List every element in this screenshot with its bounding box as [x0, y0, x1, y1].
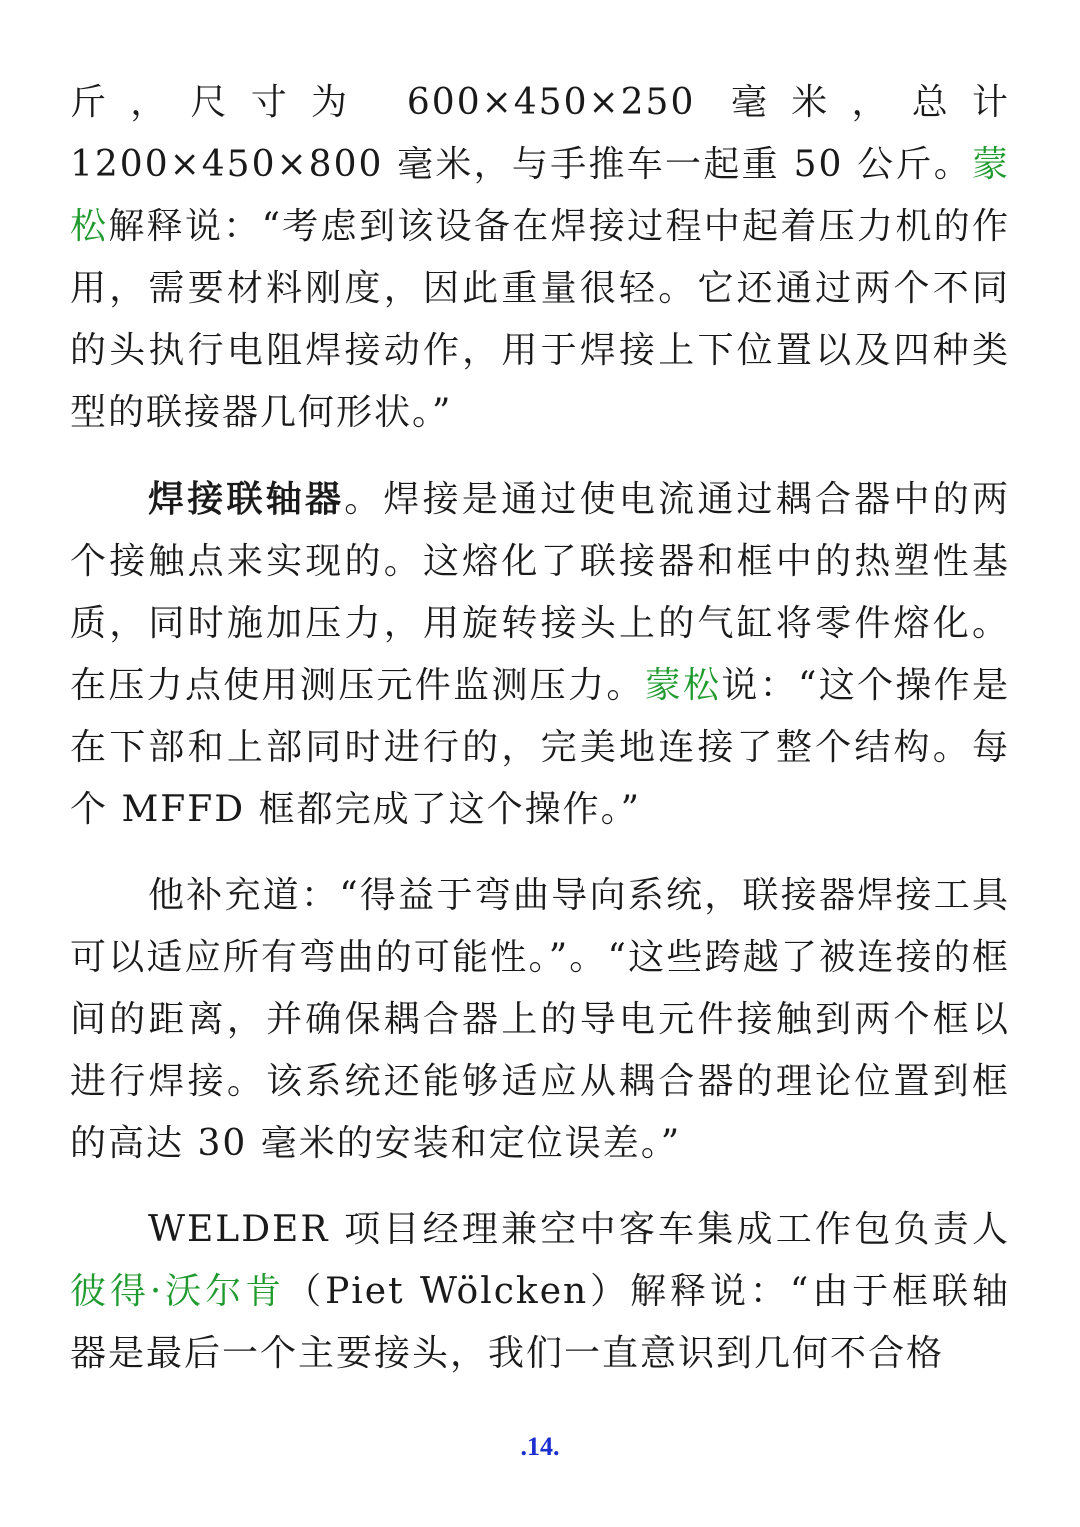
paragraph-2-text-a: 。焊接是通过使电流通过耦合器中的两个接触点来实现的。这熔化了联接器和框中的热塑性基质，同时施加压力，用旋转接头上的气缸将零件熔化。在压力点使用测压元件监测压力。: [70, 479, 1010, 706]
paragraph-4-text-a: WELDER 项目经理兼空中客车集成工作包负责人: [148, 1209, 1010, 1250]
person-name-piet-woelcken: 彼得·沃尔肯: [70, 1271, 286, 1312]
paragraph-2: [70, 468, 1010, 841]
article-body: [70, 72, 1010, 1385]
paragraph-2-text-b: 说：“这个操作是在下部和上部同时进行的，完美地连接了整个结构。每个 MFFD 框都完成了这个操作。”: [70, 665, 1010, 830]
person-name-mengsong: 蒙松: [70, 144, 1010, 247]
page-number: .14.: [520, 1432, 560, 1461]
person-name-mengsong-2: 蒙松: [644, 665, 722, 706]
paragraph-4: [70, 1199, 1010, 1385]
paragraph-3-text: 他补充道：“得益于弯曲导向系统，联接器焊接工具可以适应所有弯曲的可能性。”。“这些跨越了被连接的框间的距离，并确保耦合器上的导电元件接触到两个框以进行焊接。该系统还能够适应从耦合器的理论位置到框的高达 30 毫米的安装和定位误差。”: [70, 875, 1010, 1164]
paragraph-1: [70, 72, 1010, 444]
paragraph-1-text-a: 斤，尺寸为 600×450×250 毫米，总计 1200×450×800 毫米，与手推车一起重 50 公斤。: [70, 82, 1010, 185]
paragraph-3: [70, 865, 1010, 1175]
paragraph-1-text-b: 解释说：“考虑到该设备在焊接过程中起着压力机的作用，需要材料刚度，因此重量很轻。它还通过两个不同的头执行电阻焊接动作，用于焊接上下位置以及四种类型的联接器几何形状。”: [70, 206, 1010, 433]
paragraph-4-text-b: （Piet Wölcken）解释说：“由于框联轴器是最后一个主要接头，我们一直意识到几何不合格: [70, 1271, 1010, 1374]
section-heading-welding-coupler: 焊接联轴器: [148, 478, 345, 520]
